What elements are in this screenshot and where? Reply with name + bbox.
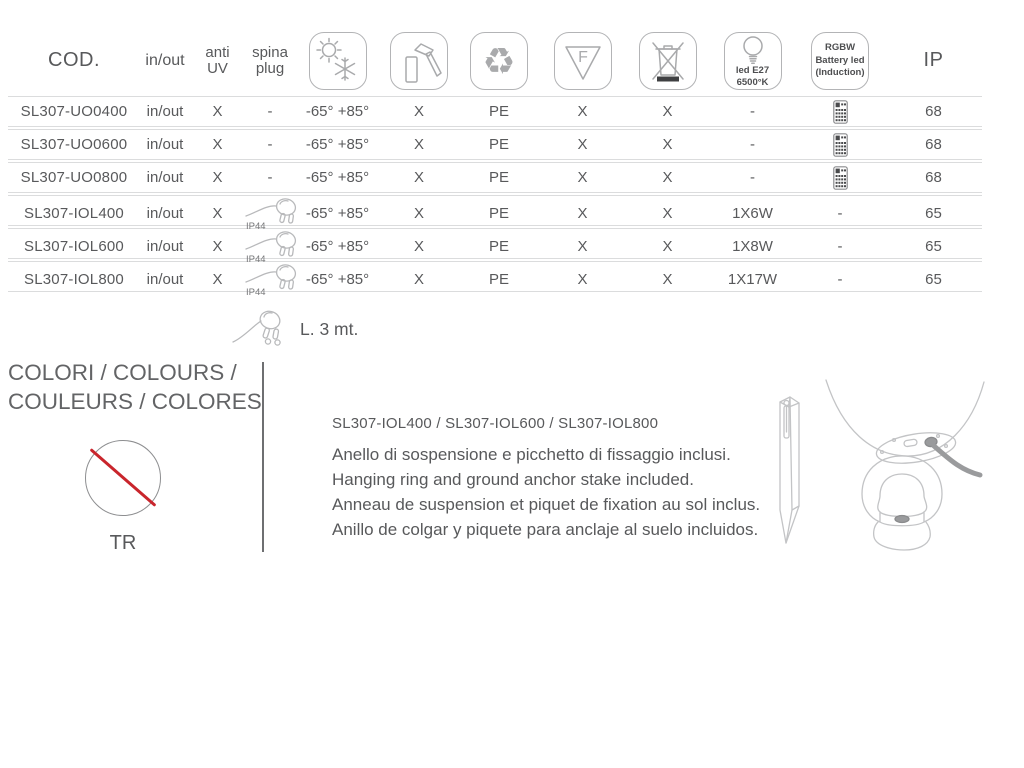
color-swatch-transparent <box>85 440 161 516</box>
rgbw-battery-label: RGBW Battery led (Induction) <box>811 32 869 90</box>
color-code-label: TR <box>109 532 137 554</box>
col-header-ip: IP <box>923 49 944 72</box>
impact-resistance-icon <box>390 32 448 90</box>
col-header-anti-uv: anti UV <box>205 43 230 77</box>
power-plug-icon <box>232 308 292 350</box>
remote-control-icon <box>795 133 885 157</box>
table-row: SL307-UO0400 in/out X - -65° +85° X PE X X - 68 <box>8 96 982 127</box>
col-header-weee <box>625 32 710 90</box>
col-header-led-bulb <box>710 32 795 90</box>
product-code: SL307-UO0800 <box>20 169 128 186</box>
table-row: SL307-IOL400 in/out X IP44 -65° +85° X PE X X 1X6W - 65 <box>8 195 982 226</box>
cable-length-label: L. 3 mt. <box>300 318 359 339</box>
col-header-spina-plug: spina plug <box>252 43 288 77</box>
col-header-impact <box>380 32 458 90</box>
plug-ip44-icon <box>245 229 295 263</box>
product-code: SL307-IOL600 <box>24 237 124 255</box>
recyclable-pe-icon: ♻ <box>470 32 528 90</box>
plug-ip44-icon <box>245 262 295 296</box>
led-caption: led E27 6500°K <box>735 65 770 88</box>
table-row: SL307-UO0600 in/out X - -65° +85° X PE X X - 68 <box>8 129 982 160</box>
note-line-en: Hanging ring and ground anchor stake included. <box>332 470 694 489</box>
product-code: SL307-IOL800 <box>24 270 124 288</box>
ip44-label: IP44 <box>246 254 266 265</box>
svg-text:F: F <box>577 49 588 66</box>
note-line-fr: Anneau de suspension et piquet de fixation au sol inclus. <box>332 495 761 514</box>
col-header-rgbw-battery <box>795 32 885 90</box>
red-slash <box>90 448 157 507</box>
col-header-f-mark <box>540 32 625 90</box>
ground-stake-illustration <box>763 388 818 563</box>
note-line-it: Anello di sospensione e picchetto di fissaggio inclusi. <box>332 445 731 464</box>
note-line-es: Anillo de colgar y piquete para anclaje al suelo incluidos. <box>332 520 759 539</box>
product-code: SL307-UO0600 <box>20 136 128 153</box>
temperature-range-icon <box>309 32 367 90</box>
table-row: SL307-IOL800 in/out X IP44 -65° +85° X PE X X 1X17W - 65 <box>8 261 982 292</box>
ip44-label: IP44 <box>246 287 266 298</box>
colors-section-title: COLORI / COLOURS / COULEURS / COLORES <box>8 360 262 414</box>
weee-bin-icon <box>639 32 697 90</box>
table-row: SL307-UO0800 in/out X - -65° +85° X PE X X - 68 <box>8 162 982 193</box>
table-row: SL307-IOL600 in/out X IP44 -65° +85° X PE X X 1X8W - 65 <box>8 228 982 259</box>
cable-length-note <box>232 308 358 350</box>
col-header-inout: in/out <box>145 52 185 70</box>
spec-table-header <box>8 26 982 96</box>
remote-control-icon <box>795 100 885 124</box>
col-header-recyclable <box>458 32 540 90</box>
included-accessories-note <box>332 415 760 542</box>
plug-ip44-icon <box>245 196 295 230</box>
remote-control-icon <box>795 166 885 190</box>
note-title: SL307-IOL400 / SL307-IOL600 / SL307-IOL800 <box>332 415 659 432</box>
ip44-label: IP44 <box>246 221 266 232</box>
vertical-divider <box>262 362 264 552</box>
col-header-temperature <box>295 32 380 90</box>
product-code: SL307-UO0400 <box>20 103 128 120</box>
f-mark-icon <box>554 32 612 90</box>
spec-table <box>8 26 982 298</box>
col-header-cod: COD. <box>48 49 100 72</box>
hanging-ring-illustration <box>852 452 954 552</box>
product-code: SL307-IOL400 <box>24 204 124 222</box>
led-bulb-icon <box>724 32 782 90</box>
